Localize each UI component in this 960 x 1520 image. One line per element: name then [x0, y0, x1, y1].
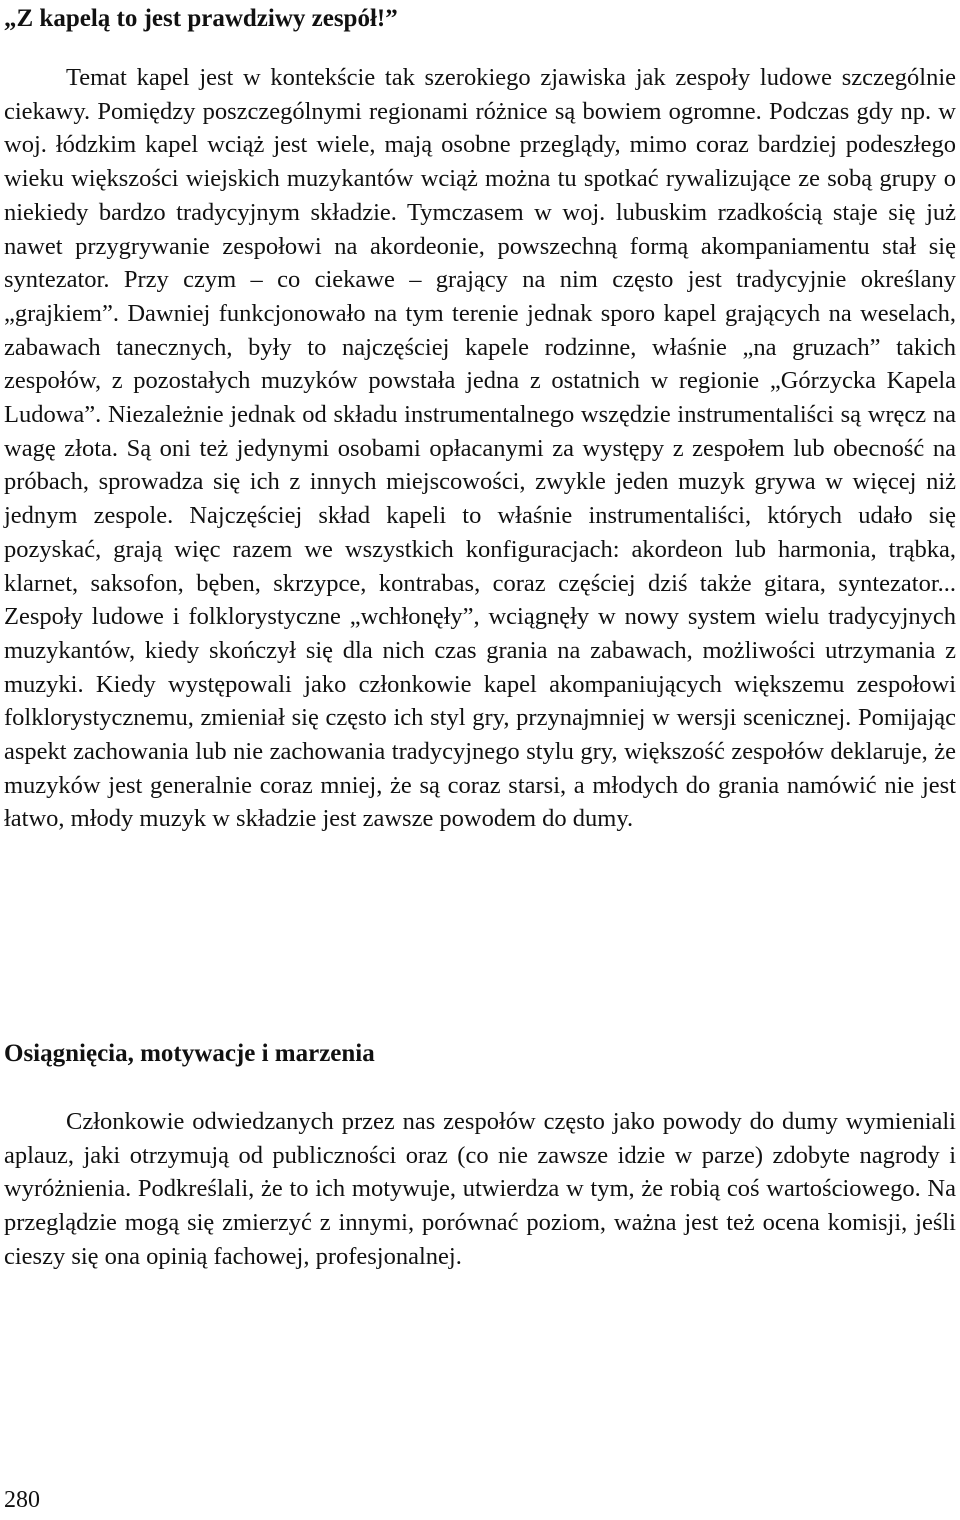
section-title: Osiągnięcia, motywacje i marzenia: [4, 1040, 375, 1067]
section-paragraph: Członkowie odwiedzanych przez nas zespołów często jako powody do dumy wymieniali aplauz, jaki otrzymują od publiczności oraz (co nie zawsze idzie w parze) zdobyte nagrody i wyróżnienia. Podkreślali, że to ich motywuje, utwierdza w tym, że robią coś wartościowego. Na przeglądzie mogą się zmierzyć z innymi, porównać poziom, ważna jest też ocena komisji, jeśli cieszy się ona opinią fachowej, profesjonalnej.: [4, 1108, 956, 1270]
section-title: „Z kapelą to jest prawdziwy zespół!”: [4, 5, 398, 32]
page-number: 280: [4, 1487, 40, 1513]
section-paragraph: Temat kapel jest w kontekście tak szerokiego zjawiska jak zespoły ludowe szczególnie ciekawy. Pomiędzy poszczególnymi regionami różnice są bowiem ogromne. Podczas gdy np. w woj. łódzkim kapel wciąż jest wiele, mają osobne przeglądy, mimo coraz bardziej podeszłego wieku większości wiejskich muzykantów wciąż można tu spotkać rywalizujące ze sobą grupy o niekiedy bardzo tradycyjnym składzie. Tymczasem w woj. lubuskim rzadkością staje się już nawet przygrywanie zespołowi na akordeonie, powszechną formą akompaniamentu stał się syntezator. Przy czym – co ciekawe – grający na nim często jest tradycyjnie określany „grajkiem”. Dawniej funkcjonowało na tym terenie jednak sporo kapel grających na weselach, zabawach tanecznych, były to najczęściej kapele rodzinne, właśnie „na gruzach” takich zespołów, z pozostałych muzyków powstała jedna z ostatnich w regionie „Górzycka Kapela Ludowa”. Niezależnie jednak od składu instrumentalnego wszędzie instrumentaliści są wręcz na wagę złota. Są oni też jedynymi osobami opłacanymi za występy z zespołem lub obecność na próbach, sprowadza się ich z innych miejscowości, zwykle jeden muzyk grywa w więcej niż jednym zespole. Najczęściej skład kapeli to właśnie instrumentaliści, których udało się pozyskać, grają więc razem we wszystkich konfiguracjach: akordeon lub harmonia, trąbka, klarnet, saksofon, bęben, skrzypce, kontrabas, coraz częściej dziś także gitara, syntezator... Zespoły ludowe i folklorystyczne „wchłonęły”, wciągnęły w nowy system wielu tradycyjnych muzykantów, kiedy skończył się dla nich czas grania na zabawach, możliwości utrzymania z muzyki. Kiedy występowali jako członkowie kapel akompaniujących większemu zespołowi folklorystycznemu, zmieniał się często ich styl gry, przynajmniej w wersji scenicznej. Pomijając aspekt zachowania lub nie zachowania tradycyjnego stylu gry, większość zespołów deklaruje, że muzyków jest generalnie coraz mniej, że są coraz starsi, a młodych do grania namówić nie jest łatwo, młody muzyk w składzie jest zawsze powodem do dumy.: [4, 64, 956, 833]
